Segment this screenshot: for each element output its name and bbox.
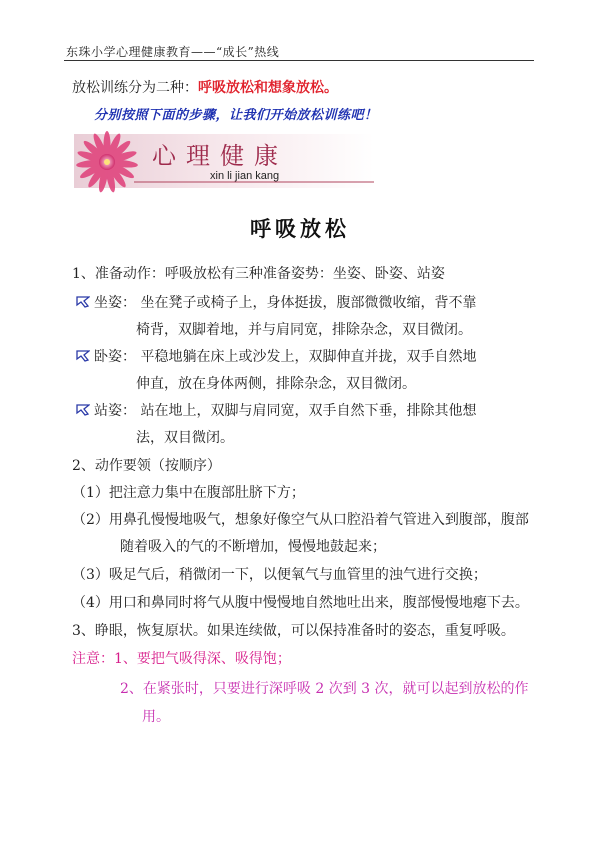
step-2-item-2-cont: 随着吸入的气的不断增加，慢慢地鼓起来； <box>120 539 386 555</box>
step-2-item-4: （4）用口和鼻同时将气从腹中慢慢地自然地吐出来，腹部慢慢地瘪下去。 <box>72 595 529 611</box>
note-2: 2、在紧张时，只要进行深呼吸 2 次到 3 次，就可以起到放松的作 <box>120 681 529 697</box>
pointer-bullet-icon <box>76 294 90 308</box>
posture-lie-label: 卧姿： <box>94 349 136 365</box>
posture-sit-line1 <box>94 292 476 312</box>
note-1: 注意：1、要把气吸得深、吸得饱； <box>72 651 291 667</box>
posture-lie-text: 平稳地躺在床上或沙发上，双脚伸直并拢，双手自然地 <box>140 349 477 365</box>
intro-highlight: 呼吸放松和想象放松。 <box>198 80 338 96</box>
posture-sit-line2: 椅背，双脚着地，并与肩同宽，排除杂念，双目微闭。 <box>136 322 472 338</box>
banner-graphic <box>74 128 374 194</box>
header-divider <box>64 60 534 61</box>
posture-stand-text: 站在地上，双脚与肩同宽，双手自然下垂，排除其他想 <box>140 403 477 419</box>
posture-stand-line2: 法，双目微闭。 <box>136 430 234 446</box>
section-title: 呼吸放松 <box>250 216 350 241</box>
posture-stand-label: 站姿： <box>94 403 136 419</box>
step-2-item-1: （1）把注意力集中在腹部肚脐下方； <box>72 485 305 501</box>
posture-sit-text: 坐在凳子或椅子上，身体挺拔，腹部微微收缩，背不靠 <box>140 295 477 311</box>
step-2-item-3: （3）吸足气后，稍微闭一下，以便氧气与血管里的浊气进行交换； <box>72 567 487 583</box>
step-3: 3、睁眼，恢复原状。如果连续做，可以保持准备时的姿态，重复呼吸。 <box>72 623 515 639</box>
posture-lie-line2: 伸直，放在身体两侧，排除杂念，双目微闭。 <box>136 376 416 392</box>
step-2-item-2: （2）用鼻孔慢慢地吸气，想象好像空气从口腔沿着气管进入到腹部，腹部 <box>72 512 529 528</box>
intro-subline: 分别按照下面的步骤，让我们开始放松训练吧！ <box>94 108 378 123</box>
posture-lie-line1 <box>94 346 476 366</box>
banner-pinyin: xin li jian kang <box>210 170 280 182</box>
step-1: 1、准备动作：呼吸放松有三种准备姿势：坐姿、卧姿、站姿 <box>72 266 445 282</box>
banner <box>74 128 374 194</box>
pointer-bullet-icon <box>76 348 90 362</box>
intro-lead: 放松训练分为二种： <box>72 80 198 96</box>
pointer-bullet-icon <box>76 402 90 416</box>
note-2-cont: 用。 <box>142 709 170 725</box>
posture-stand-line1 <box>94 400 476 420</box>
posture-sit-label: 坐姿： <box>94 295 136 311</box>
banner-title: 心理健康 <box>152 142 288 170</box>
intro-line <box>72 77 338 97</box>
step-2: 2、动作要领（按顺序） <box>72 458 221 474</box>
page-header: 东珠小学心理健康教育——“成长”热线 <box>66 45 280 59</box>
